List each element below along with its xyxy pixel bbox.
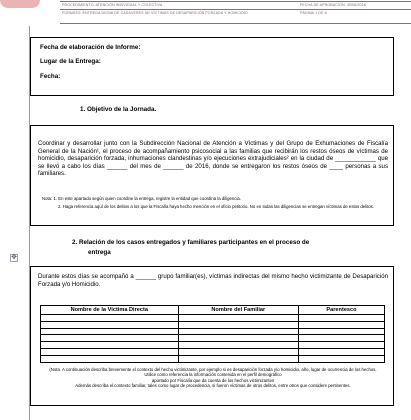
table-row bbox=[41, 335, 385, 342]
table-row bbox=[41, 328, 385, 335]
section1-title: 1. Objetivo de la Jornada. bbox=[80, 106, 157, 113]
table-row bbox=[41, 342, 385, 349]
context-note-line1: (Nota. A continuación describa brevemente el contexto del hecho victimizante, por ejemplo si es desaparición forzada y/o homicidio, año, lugar de ocurrencia de los hechos. Utilice como referencia la información contenida en el perfil demográfico bbox=[49, 367, 377, 378]
table-cell[interactable] bbox=[178, 328, 298, 335]
section2-title-line2: entrega bbox=[88, 249, 111, 256]
col-relationship: Parentesco bbox=[298, 306, 384, 315]
report-date-label: Fecha de elaboración de Informe: bbox=[40, 44, 141, 51]
header-approval-date: FECHA DE APROBACIÓN: 30/06/2016 bbox=[300, 3, 366, 7]
table-cell[interactable] bbox=[298, 321, 384, 328]
table-cell[interactable] bbox=[178, 315, 298, 322]
header-procedure: PROCEDIMIENTO: ATENCIÓN INDIVIDUAL Y COLECTIVA bbox=[62, 3, 163, 7]
table-cell[interactable] bbox=[298, 315, 384, 322]
header-format: FORMATO: ENTREGA DIGNA DE CADÁVERES DE VÍCTIMAS DE DESAPARICIÓN FORZADA Y HOMICIDIO bbox=[62, 11, 248, 15]
table-cell[interactable] bbox=[298, 355, 384, 362]
delivery-place-label: Lugar de la Entrega: bbox=[40, 58, 101, 65]
objective-note-1: Nota: 1. En este apartado según quien coordine la entrega, registre la entidad que coordina la diligencia. bbox=[42, 196, 241, 201]
section2-title-line1: 2. Relación de los casos entregados y familiares participantes en el proceso de bbox=[72, 239, 310, 246]
header-rule bbox=[60, 23, 411, 24]
table-row bbox=[41, 348, 385, 355]
table-cell[interactable] bbox=[178, 355, 298, 362]
table-cell[interactable] bbox=[298, 348, 384, 355]
cases-table bbox=[40, 305, 385, 363]
table-cell[interactable] bbox=[178, 335, 298, 342]
table-cell[interactable] bbox=[41, 335, 179, 342]
date-label: Fecha: bbox=[40, 73, 61, 80]
table-row bbox=[41, 355, 385, 362]
col-victim-name: Nombre de la Víctima Directa bbox=[41, 306, 179, 315]
table-cell[interactable] bbox=[298, 328, 384, 335]
col-relative-name: Nombre del Familiar bbox=[178, 306, 298, 315]
table-cell[interactable] bbox=[41, 355, 179, 362]
table-cell[interactable] bbox=[41, 315, 179, 322]
objective-paragraph: Coordinar y desarrollar junto con la Subdirección Nacional de Atención a Víctimas y del Grupo de Exhumaciones de Fiscalía General de la Nación¹, el proceso de acompañamiento psicosocial a las familias que recibirán los restos óseos de víctimas de homicidio, desaparición forzada, inhumaciones clandestinas y/o ejecuciones extrajudiciales² en la ciudad de ____________ que se llevó a cabo los días ______ del mes de ______ de 2016, donde se entregaron los restos óseos de ____ personas a sus familiares. bbox=[38, 140, 388, 178]
header-page: PÁGINA 1 DE 8 bbox=[300, 11, 327, 15]
table-cell[interactable] bbox=[41, 328, 179, 335]
header-rule bbox=[60, 1, 411, 2]
table-row bbox=[41, 321, 385, 328]
table-cell[interactable] bbox=[298, 335, 384, 342]
move-handle-icon[interactable]: ✥ bbox=[11, 254, 17, 261]
table-cell[interactable] bbox=[178, 342, 298, 349]
context-note-line2: aportado por Fiscalía que da cuenta de los hechos victimizantes bbox=[151, 377, 275, 383]
table-cell[interactable] bbox=[178, 348, 298, 355]
table-cell[interactable] bbox=[41, 342, 179, 349]
cases-paragraph: Durante estos días se acompañó a ______ grupo familiar(es), víctimas indirectas del mismo hecho victimizante de Desaparición Forzada y/o Homicidio. bbox=[38, 273, 388, 288]
section2-title bbox=[72, 239, 392, 256]
header-rule bbox=[60, 9, 411, 10]
table-cell[interactable] bbox=[41, 348, 179, 355]
table-cell[interactable] bbox=[41, 321, 179, 328]
table-cell[interactable] bbox=[298, 342, 384, 349]
context-note bbox=[48, 367, 378, 389]
context-note-line3: Además describa el contexto familiar, tales como lugar de procedencia, si fueron víctimas de otros delitos, entre otros que considere pertinentes. bbox=[75, 383, 351, 389]
table-row bbox=[41, 315, 385, 322]
objective-note-2: 2. Haga referencia aquí de los delitos a los que la Fiscalía haya hecho mención en el oficio petitorio. No en todas las diligencias se entregan víctimas de estos delitos. bbox=[58, 204, 375, 209]
institution-logo bbox=[0, 0, 40, 8]
table-cell[interactable] bbox=[178, 321, 298, 328]
